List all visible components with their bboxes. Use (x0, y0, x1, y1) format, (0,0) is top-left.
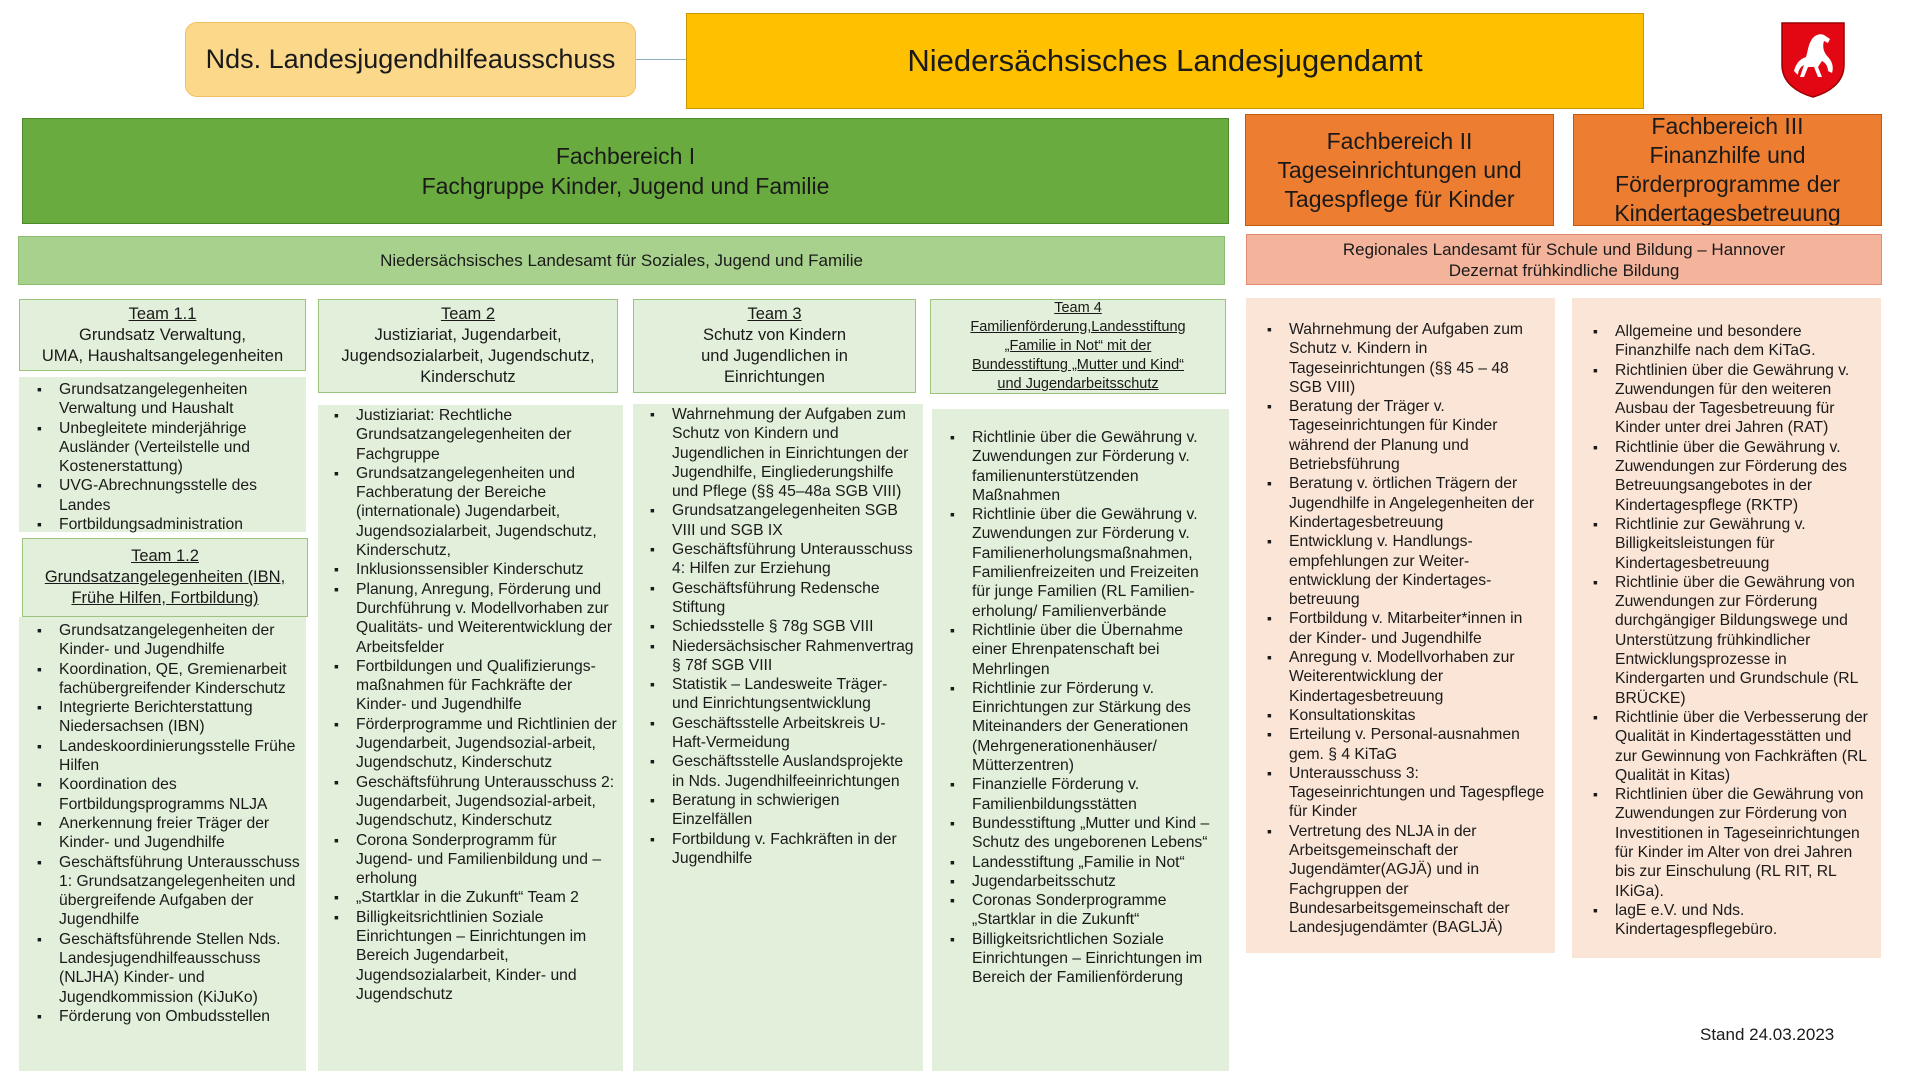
fachbereich-3-title: Fachbereich III (1651, 114, 1804, 139)
team-2-subtitle-3: Kinderschutz (420, 368, 516, 386)
list-item: ▪ Beratung der Träger v. Tageseinrichtungen für Kinder während der Planung und Betriebsführung (1289, 397, 1545, 474)
fachbereich-2-subtitle-2: Tagespflege für Kinder (1284, 185, 1515, 212)
list-item: ▪ Allgemeine und besondere Finanzhilfe nach dem KiTaG. (1615, 322, 1873, 361)
list-item: ▪ Inklusionssensibler Kinderschutz (356, 560, 617, 579)
list-item: ▪ Richtlinie über die Gewährung v. Zuwendungen zur Förderung v. familienunterstützenden Maßnahmen (972, 428, 1221, 505)
list-item: ▪ Geschäftsführende Stellen Nds. Landesjugendhilfeausschuss (NLJHA) Kinder- und Jugendkommission (KiJuKo) (59, 930, 306, 1007)
list-item: ▪ Beratung in schwierigen Einzelfällen (672, 791, 917, 830)
team-3-header (633, 299, 916, 393)
team-4-body (932, 409, 1229, 1071)
list-item: ▪ Fortbildungsadministration (59, 515, 306, 534)
list-item: ▪ Geschäftsstelle Arbeitskreis U-Haft-Vermeidung (672, 714, 917, 753)
team-3-subtitle-2: und Jugendlichen in (701, 347, 848, 365)
list-item: ▪ Koordination, QE, Gremienarbeit fachübergreifender Kinderschutz (59, 660, 306, 699)
list-item: ▪ Vertretung des NLJA in der Arbeitsgemeinschaft der Jugendämter(AGJÄ) und in Fachgruppen der Bundesarbeitsgemeinschaft der Landesjugendämter (BAGLJÄ) (1289, 822, 1545, 938)
list-item: ▪ lagE e.V. und Nds. Kindertagespflegebüro. (1615, 901, 1873, 940)
landesamt-schule-bar (1246, 234, 1882, 285)
list-item: ▪ Coronas Sonderprogramme „Startklar in die Zukunft“ (972, 891, 1221, 930)
landesamt-soziales-bar (18, 236, 1225, 285)
list-item: ▪ Geschäftsführung Unterausschuss 4: Hilfen zur Erziehung (672, 540, 917, 579)
fachbereich-1-subtitle: Fachgruppe Kinder, Jugend und Familie (421, 173, 830, 199)
list-item: ▪ Planung, Anregung, Förderung und Durchführung v. Modellvorhaben zur Qualitäts- und Weiterentwicklung der Arbeitsfelder (356, 580, 617, 657)
list-item: ▪ Finanzielle Förderung v. Familienbildungsstätten (972, 775, 1221, 814)
team-2-list (318, 406, 623, 1004)
list-item: ▪ Koordination des Fortbildungsprogramms NLJA (59, 775, 306, 814)
team-4-subtitle-3: Bundesstiftung „Mutter und Kind“ (972, 357, 1184, 373)
team-4-title: Team 4 (1054, 300, 1102, 316)
team-1-2-title: Team 1.2 (131, 547, 199, 565)
fachbereich-2-list (1246, 320, 1555, 938)
list-item: ▪ Richtlinie über die Gewährung von Zuwendungen zur Förderung durchgängiger Bildungswege und Unterstützung frühkindlicher Entwicklungsprozesse in Kindergarten und Grundschule (RL BRÜCKE) (1615, 573, 1873, 708)
list-item: ▪ „Startklar in die Zukunft“ Team 2 (356, 888, 617, 907)
list-item: ▪ Richtlinien über die Gewährung v. Zuwendungen für den weiteren Ausbau der Tagesbetreuung für Kinder unter drei Jahren (RAT) (1615, 361, 1873, 438)
list-item: ▪ Anerkennung freier Träger der Kinder- und Jugendhilfe (59, 814, 306, 853)
list-item: ▪ Corona Sonderprogramm für Jugend- und Familienbildung und –erholung (356, 831, 617, 889)
list-item: ▪ Jugendarbeitsschutz (972, 872, 1221, 891)
team-3-title: Team 3 (747, 305, 802, 323)
list-item: ▪ Niedersächsischer Rahmenvertrag § 78f SGB VIII (672, 637, 917, 676)
fachbereich-3-subtitle-3: Kindertagesbetreuung (1614, 200, 1841, 226)
list-item: ▪ Landesstiftung „Familie in Not“ (972, 853, 1221, 872)
fachbereich-1-title: Fachbereich I (555, 143, 696, 169)
list-item: ▪ Fortbildungen und Qualifizierungs-maßnahmen für Fachkräfte der Kinder- und Jugendhilfe (356, 657, 617, 715)
list-item: ▪ Geschäftsstelle Auslandsprojekte in Nds. Jugendhilfeeinrichtungen (672, 752, 917, 791)
list-item: ▪ Richtlinie über die Übernahme einer Ehrenpatenschaft bei Mehrlingen (972, 621, 1221, 679)
team-1-2-header (22, 538, 308, 617)
team-1-2-subtitle-2: Frühe Hilfen, Fortbildung) (71, 589, 259, 607)
list-item: ▪ Geschäftsführung Unterausschuss 1: Grundsatzangelegenheiten und übergreifende Aufgaben der Jugendhilfe (59, 853, 306, 930)
list-item: ▪ UVG-Abrechnungsstelle des Landes (59, 476, 306, 515)
fachbereich-3-body (1572, 298, 1881, 958)
fachbereich-2-subtitle-1: Tageseinrichtungen und (1277, 156, 1522, 183)
list-item: ▪ Wahrnehmung der Aufgaben zum Schutz v. Kindern in Tageseinrichtungen (§§ 45 – 48 SGB VIII) (1289, 320, 1545, 397)
list-item: ▪ Erteilung v. Personal-ausnahmen gem. § 4 KiTaG (1289, 725, 1545, 764)
fachbereich-3-box (1573, 114, 1882, 226)
team-1-1-header (19, 299, 306, 371)
list-item: ▪ Beratung v. örtlichen Trägern der Jugendhilfe in Angelegenheiten der Kindertagesbetreuung (1289, 474, 1545, 532)
list-item: ▪ Richtlinie über die Gewährung v. Zuwendungen zur Förderung v. Familienerholungsmaßnahmen, Familienfreizeiten und Freizeiten für junge Familien (RL Familien-erholung/ Familienverbände (972, 505, 1221, 621)
list-item: ▪ Wahrnehmung der Aufgaben zum Schutz von Kindern und Jugendlichen in Einrichtungen der Jugendhilfe, Eingliederungshilfe und Pflege (§§ 45–48a SGB VIII) (672, 405, 917, 501)
list-item: ▪ Grundsatzangelegenheiten der Kinder- und Jugendhilfe (59, 621, 306, 660)
team-1-2-subtitle-1: Grundsatzangelegenheiten (IBN, (44, 568, 286, 586)
list-item: ▪ Billigkeitsrichtlichen Soziale Einrichtungen – Einrichtungen im Bereich der Familienförderung (972, 930, 1221, 988)
list-item: ▪ Konsultationskitas (1289, 706, 1545, 725)
team-4-header (930, 299, 1226, 394)
list-item: ▪ Richtlinie zur Förderung v. Einrichtungen zur Stärkung des Miteinanders der Generationen (Mehrgenerationenhäuser/ Mütterzentren) (972, 679, 1221, 775)
connector-line (636, 59, 686, 60)
list-item: ▪ Statistik – Landesweite Träger- und Einrichtungsentwicklung (672, 675, 917, 714)
landesamt-soziales-label: Niedersächsisches Landesamt für Soziales, Jugend und Familie (380, 250, 863, 270)
team-1-2-list (19, 621, 306, 1026)
team-2-title: Team 2 (440, 305, 496, 323)
list-item: ▪ Unbegleitete minderjährige Ausländer (Verteilstelle und Kostenerstattung) (59, 419, 306, 477)
landesamt-schule-line-2: Dezernat frühkindliche Bildung (1448, 260, 1680, 280)
team-3-list (633, 405, 923, 868)
list-item: ▪ Geschäftsführung Redensche Stiftung (672, 579, 917, 618)
list-item: ▪ Förderung von Ombudsstellen (59, 1007, 306, 1026)
team-2-subtitle-1: Justiziariat, Jugendarbeit, (374, 326, 562, 344)
team-2-subtitle-2: Jugendsozialarbeit, Jugendschutz, (341, 347, 595, 365)
landesamt-schule-line-1: Regionales Landesamt für Schule und Bildung – Hannover (1342, 239, 1786, 259)
office-box (686, 13, 1644, 109)
team-1-1-body (19, 377, 306, 532)
team-2-body (318, 405, 623, 1071)
fachbereich-2-title: Fachbereich II (1326, 127, 1473, 154)
team-1-1-subtitle-1: Grundsatz Verwaltung, (79, 325, 246, 344)
list-item: ▪ Geschäftsführung Unterausschuss 2: Jugendarbeit, Jugendsozial-arbeit, Jugendschutz, Kinderschutz (356, 773, 617, 831)
list-item: ▪ Richtlinien über die Gewährung von Zuwendungen zur Förderung von Investitionen in Tageseinrichtungen für Kinder im Alter von drei Jahren bis zur Einschulung (RL RIT, RL IKiGa). (1615, 785, 1873, 901)
fachbereich-2-body (1246, 298, 1555, 953)
fachbereich-3-list (1572, 322, 1881, 940)
office-label: Niedersächsisches Landesjugendamt (907, 43, 1423, 78)
stand-date: Stand 24.03.2023 (1700, 1025, 1835, 1044)
fachbereich-3-subtitle-2: Förderprogramme der (1615, 171, 1840, 197)
list-item: ▪ Bundesstiftung „Mutter und Kind – Schutz des ungeborenen Lebens“ (972, 814, 1221, 853)
list-item: ▪ Entwicklung v. Handlungs-empfehlungen zur Weiter-entwicklung der Kindertages-betreuung (1289, 532, 1545, 609)
lower-saxony-horse-logo-icon (1778, 19, 1848, 99)
list-item: ▪ Richtlinie zur Gewährung v. Billigkeitsleistungen für Kindertagesbetreuung (1615, 515, 1873, 573)
list-item: ▪ Förderprogramme und Richtlinien der Jugendarbeit, Jugendsozial-arbeit, Jugendschutz, Kinderschutz (356, 715, 617, 773)
fachbereich-3-subtitle-1: Finanzhilfe und (1649, 142, 1806, 168)
list-item: ▪ Richtlinie über die Gewährung v. Zuwendungen zur Förderung des Betreuungsangebotes in der Kindertagespflege (RKTP) (1615, 438, 1873, 515)
committee-box (185, 22, 636, 97)
list-item: ▪ Integrierte Berichterstattung Niedersachsen (IBN) (59, 698, 306, 737)
team-4-list (932, 428, 1229, 988)
team-3-subtitle-3: Einrichtungen (724, 368, 825, 386)
list-item: ▪ Unterausschuss 3: Tageseinrichtungen und Tagespflege für Kinder (1289, 764, 1545, 822)
list-item: ▪ Landeskoordinierungsstelle Frühe Hilfen (59, 737, 306, 776)
team-2-header (318, 299, 618, 393)
list-item: ▪ Schiedsstelle § 78g SGB VIII (672, 617, 917, 636)
fachbereich-1-box (22, 118, 1229, 224)
fachbereich-2-box (1245, 114, 1554, 226)
list-item: ▪ Billigkeitsrichtlinien Soziale Einrichtungen – Einrichtungen im Bereich Jugendarbeit, Jugendsozialarbeit, Kinder- und Jugendschutz (356, 908, 617, 1004)
team-1-2-body (19, 617, 306, 1071)
list-item: ▪ Justiziariat: Rechtliche Grundsatzangelegenheiten der Fachgruppe (356, 406, 617, 464)
team-4-subtitle-4: und Jugendarbeitsschutz (997, 376, 1159, 392)
list-item: ▪ Fortbildung v. Mitarbeiter*innen in der Kinder- und Jugendhilfe (1289, 609, 1545, 648)
committee-label: Nds. Landesjugendhilfeausschuss (205, 44, 616, 74)
team-1-1-subtitle-2: UMA, Haushaltsangelegenheiten (41, 346, 284, 365)
team-1-1-list (19, 380, 306, 534)
team-3-body (633, 404, 923, 1071)
list-item: ▪ Richtlinie über die Verbesserung der Qualität in Kindertagesstätten und zur Gewinnung von Fachkräften (RL Qualität in Kitas) (1615, 708, 1873, 785)
list-item: ▪ Grundsatzangelegenheiten und Fachberatung der Bereiche (internationale) Jugendarbeit, Jugendsozialarbeit, Jugendschutz, Kinderschutz, (356, 464, 617, 560)
team-4-subtitle-1: Familienförderung,Landesstiftung (970, 319, 1186, 335)
list-item: ▪ Grundsatzangelegenheiten Verwaltung und Haushalt (59, 380, 306, 419)
team-3-subtitle-1: Schutz von Kindern (702, 326, 847, 344)
team-1-1-title: Team 1.1 (128, 304, 197, 323)
list-item: ▪ Grundsatzangelegenheiten SGB VIII und SGB IX (672, 501, 917, 540)
team-4-subtitle-2: „Familie in Not“ mit der (1004, 338, 1152, 354)
list-item: ▪ Anregung v. Modellvorhaben zur Weiterentwicklung der Kindertagesbetreuung (1289, 648, 1545, 706)
list-item: ▪ Fortbildung v. Fachkräften in der Jugendhilfe (672, 830, 917, 869)
